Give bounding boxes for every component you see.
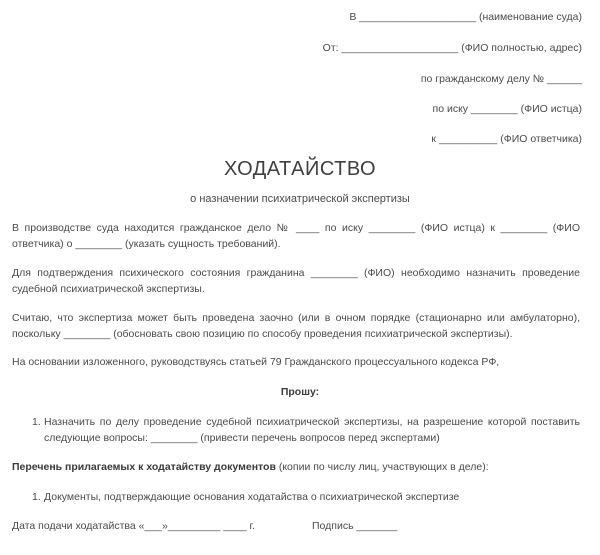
request-item-number: 1. [32, 416, 41, 428]
signature-line: Подпись _______ [312, 520, 398, 532]
attachments-heading-bold: Перечень прилагаемых к ходатайству документов [12, 461, 276, 473]
request-item-text: Назначить по делу проведение судебной психиатрической экспертизы, на разрешение которой поставить следующие вопросы: ________ (привести перечень вопросов перед экспертами) [44, 416, 580, 444]
paragraph-exam-method: Считаю, что экспертиза может быть проведена заочно (или в очном порядке (стационарно или амбулаторно), поскольку ________ (обосновать свою позицию по способу проведения психиатрической экспертизы). [12, 312, 580, 340]
attachment-item-number: 1. [32, 491, 41, 503]
attachments-heading [12, 460, 580, 476]
document-title: ХОДАТАЙСТВО [223, 158, 377, 180]
paragraph-case-info: В производстве суда находится гражданское дело № ____ по иску ________ (ФИО истца) к ________ (ФИО ответчика) о ________ (указать сущность требований). [12, 222, 580, 250]
attachments-heading-rest: (копии по числу лиц, участвующих в деле): [275, 461, 489, 473]
paragraph-legal-basis: На основании изложенного, руководствуясь статьей 79 Гражданского процессуального кодекса РФ, [12, 356, 500, 368]
header-plaintiff-line: по иску ________ (ФИО истца) [432, 103, 582, 115]
submission-date: Дата подачи ходатайства «___»_________ ____ г. [12, 520, 256, 532]
header-court-line: В ____________________ (наименование суда) [349, 11, 582, 23]
document-subtitle: о назначении психиатрической экспертизы [190, 193, 410, 205]
header-from-line: От: ____________________ (ФИО полностью, адрес) [322, 42, 582, 54]
request-heading: Прошу: [280, 386, 320, 398]
attachment-item-text: Документы, подтверждающие основания ходатайства о психиатрической экспертизе [44, 491, 460, 503]
request-list-item [32, 415, 580, 446]
paragraph-justification: Для подтверждения психического состояния гражданина ________ (ФИО) необходимо назначить проведение судебной психиатрической экспертизы. [12, 267, 580, 295]
header-case-line: по гражданскому делу № ______ [420, 73, 582, 85]
attachment-list-item [32, 490, 580, 506]
header-defendant-line: к __________ (ФИО ответчика) [431, 133, 582, 145]
